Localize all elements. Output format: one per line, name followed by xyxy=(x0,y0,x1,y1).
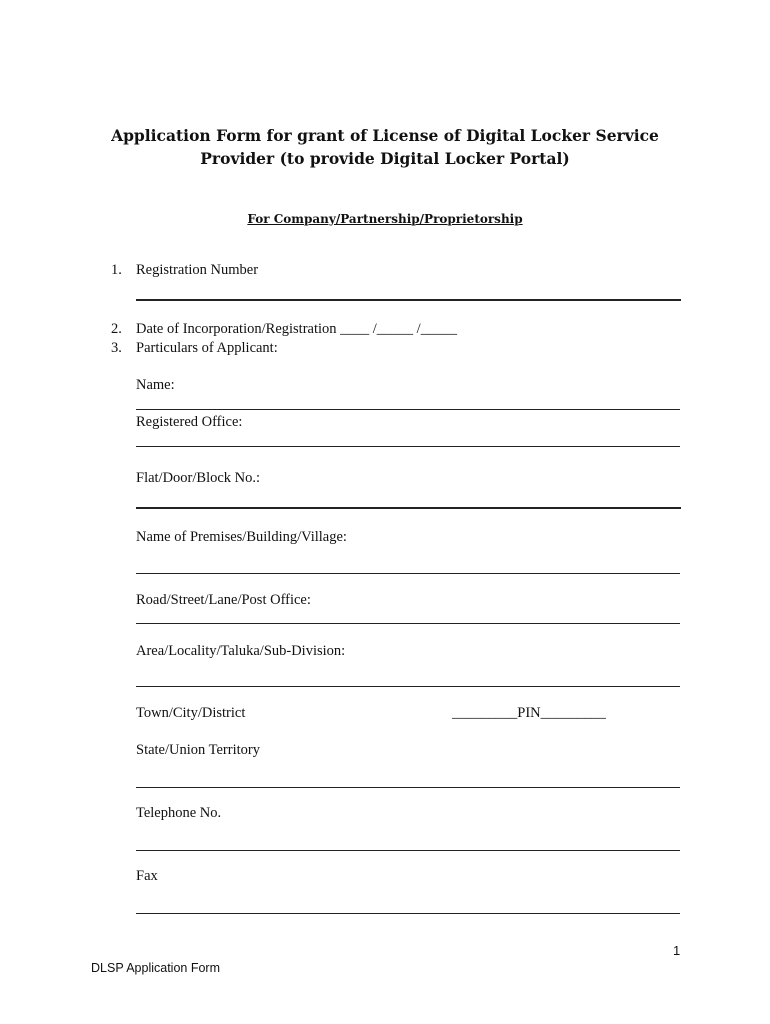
item-2-number: 2. xyxy=(111,321,122,337)
name-label: Name: xyxy=(136,377,175,393)
registration-number-label: Registration Number xyxy=(136,262,259,278)
form-subtitle: For Company/Partnership/Proprietorship xyxy=(247,212,523,226)
form-title xyxy=(60,124,710,170)
town-city-district-label: Town/City/District xyxy=(136,705,246,721)
flat-door-block-field-line[interactable] xyxy=(136,507,681,509)
form-title-line-2: Provider (to provide Digital Locker Portal) xyxy=(200,149,570,168)
particulars-of-applicant-label: Particulars of Applicant: xyxy=(136,340,278,356)
premises-label: Name of Premises/Building/Village: xyxy=(136,529,347,545)
date-of-incorporation-label: Date of Incorporation/Registration ____ /_____ /_____ xyxy=(136,321,457,337)
registration-number-field-line[interactable] xyxy=(136,299,681,301)
road-street-label: Road/Street/Lane/Post Office: xyxy=(136,592,311,608)
name-field-line[interactable] xyxy=(136,409,680,410)
registered-office-label: Registered Office: xyxy=(136,414,243,430)
telephone-label: Telephone No. xyxy=(136,805,222,821)
area-locality-label: Area/Locality/Taluka/Sub-Division: xyxy=(136,643,346,659)
registered-office-field-line[interactable] xyxy=(136,446,680,447)
state-field-line[interactable] xyxy=(136,787,680,788)
area-locality-field-line[interactable] xyxy=(136,686,680,687)
pin-label[interactable]: _________PIN_________ xyxy=(452,705,606,721)
item-1-number: 1. xyxy=(111,262,122,278)
item-3-number: 3. xyxy=(111,340,122,356)
form-title-line-1: Application Form for grant of License of Digital Locker Service xyxy=(111,126,659,145)
fax-label: Fax xyxy=(136,868,158,884)
flat-door-block-label: Flat/Door/Block No.: xyxy=(136,470,261,486)
footer-text: DLSP Application Form xyxy=(91,961,220,975)
road-street-field-line[interactable] xyxy=(136,623,680,624)
state-union-territory-label: State/Union Territory xyxy=(136,742,260,758)
telephone-field-line[interactable] xyxy=(136,850,680,851)
page-number: 1 xyxy=(673,943,681,958)
premises-field-line[interactable] xyxy=(136,573,680,574)
fax-field-line[interactable] xyxy=(136,913,680,914)
